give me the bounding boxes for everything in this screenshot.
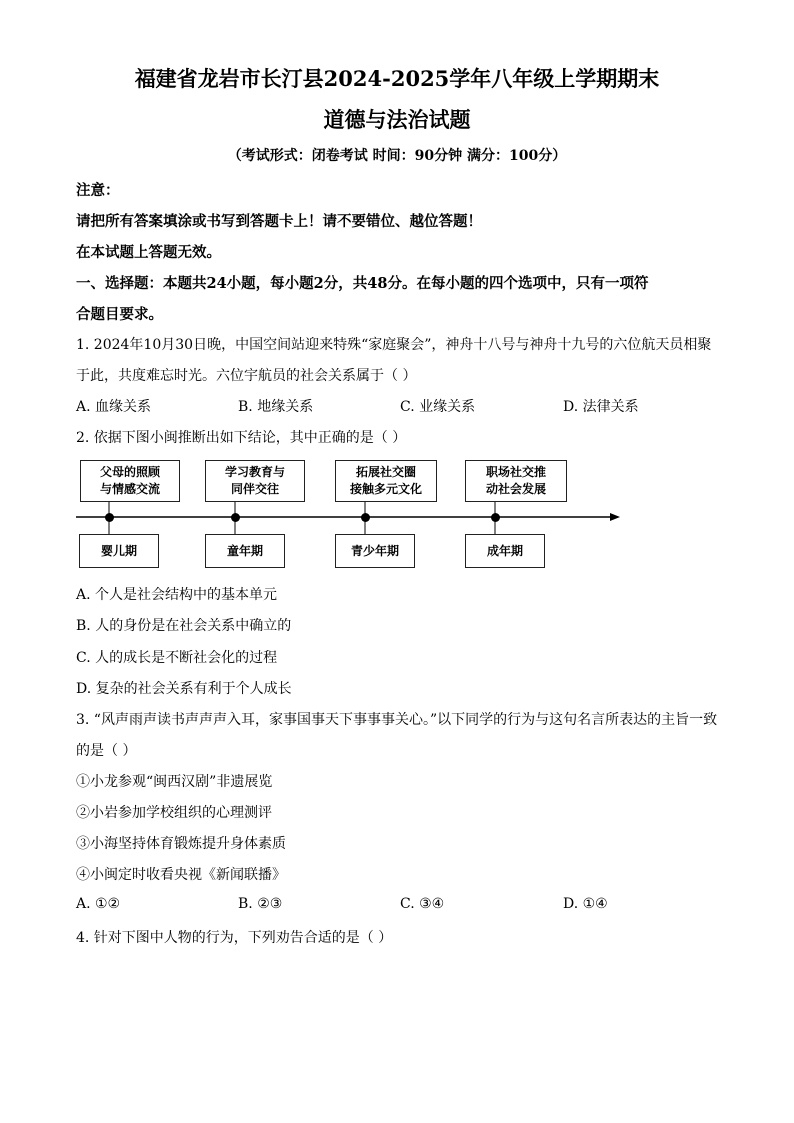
top-box-4-line-1: 职场社交推 [485, 465, 546, 479]
top-box-1-line-1: 父母的照顾 [99, 465, 160, 479]
q2-option-a: A. 个人是社会结构中的基本单元 [76, 587, 278, 603]
q1-option-b: B. 地缘关系 [238, 399, 314, 415]
top-box-2 [205, 460, 305, 502]
notice-label: 注意： [76, 182, 120, 199]
q3-option-c: C. ③④ [400, 896, 445, 912]
q3-option-a: A. ①② [76, 896, 121, 912]
notice-line-2: 在本试题上答题无效。 [76, 244, 221, 261]
q2-option-d: D. 复杂的社会关系有利于个人成长 [76, 681, 292, 697]
notice-line-1: 请把所有答案填涂或书写到答题卡上！请不要错位、越位答题！ [76, 213, 482, 230]
q1-option-d: D. 法律关系 [563, 399, 639, 415]
section-heading-line-2: 合题目要求。 [76, 306, 163, 323]
q1-option-a: A. 血缘关系 [76, 399, 152, 415]
timeline-dot-1 [105, 513, 114, 522]
q1-stem-line-2: 于此，共度难忘时光。六位宇航员的社会关系属于（ ） [76, 368, 417, 384]
timeline-dot-2 [231, 513, 240, 522]
top-box-1 [80, 460, 180, 502]
stage-box-3: 青少年期 [335, 534, 415, 568]
q3-item-3: ③小海坚持体育锻炼提升身体素质 [76, 836, 286, 852]
top-box-3-line-2: 接触多元文化 [349, 482, 422, 496]
q3-stem-line-2: 的是（ ） [76, 743, 137, 759]
top-box-4 [465, 460, 567, 502]
q3-item-4: ④小闽定时收看央视《新闻联播》 [76, 867, 286, 883]
q3-item-2: ②小岩参加学校组织的心理测评 [76, 805, 272, 821]
stage-box-2: 童年期 [205, 534, 285, 568]
q1-option-c: C. 业缘关系 [400, 399, 476, 415]
q4-stem: 4. 针对下图中人物的行为，下列劝告合适的是（ ） [76, 930, 393, 946]
q2-option-b: B. 人的身份是在社会关系中确立的 [76, 618, 292, 634]
top-box-2-line-2: 同伴交往 [230, 482, 279, 496]
q1-stem-line-1: 1. 2024年10月30日晚，中国空间站迎来特殊“家庭聚会”，神舟十八号与神舟十九号的六位航天员相聚 [76, 337, 712, 353]
top-box-1-line-2: 与情感交流 [99, 482, 160, 496]
page-subject: 道德与法治试题 [323, 107, 471, 132]
exam-info: （考试形式：闭卷考试 时间：90分钟 满分：100分） [227, 148, 567, 164]
top-box-4-line-2: 动社会发展 [485, 482, 546, 496]
q3-option-d: D. ①④ [563, 896, 608, 912]
q2-stem: 2. 依据下图小闽推断出如下结论，其中正确的是（ ） [76, 430, 407, 446]
q3-item-1: ①小龙参观“闽西汉剧”非遗展览 [76, 774, 273, 790]
top-box-3 [335, 460, 437, 502]
top-box-3-line-1: 拓展社交圈 [355, 465, 416, 479]
stage-box-4: 成年期 [465, 534, 545, 568]
timeline-dot-3 [361, 513, 370, 522]
section-heading-line-1: 一、选择题：本题共24小题，每小题2分，共48分。在每小题的四个选项中，只有一项符 [76, 275, 649, 292]
page-title: 福建省龙岩市长汀县2024-2025学年八年级上学期期末 [134, 66, 660, 91]
stage-box-1: 婴儿期 [79, 534, 159, 568]
q3-stem-line-1: 3. “风声雨声读书声声声入耳，家事国事天下事事事关心。”以下同学的行为与这句名言所表达的主旨一致 [76, 712, 718, 728]
timeline-dot-4 [491, 513, 500, 522]
timeline-arrow-icon [610, 513, 620, 521]
q2-option-c: C. 人的成长是不断社会化的过程 [76, 650, 278, 666]
top-box-2-line-1: 学习教育与 [224, 465, 285, 479]
q3-option-b: B. ②③ [238, 896, 283, 912]
